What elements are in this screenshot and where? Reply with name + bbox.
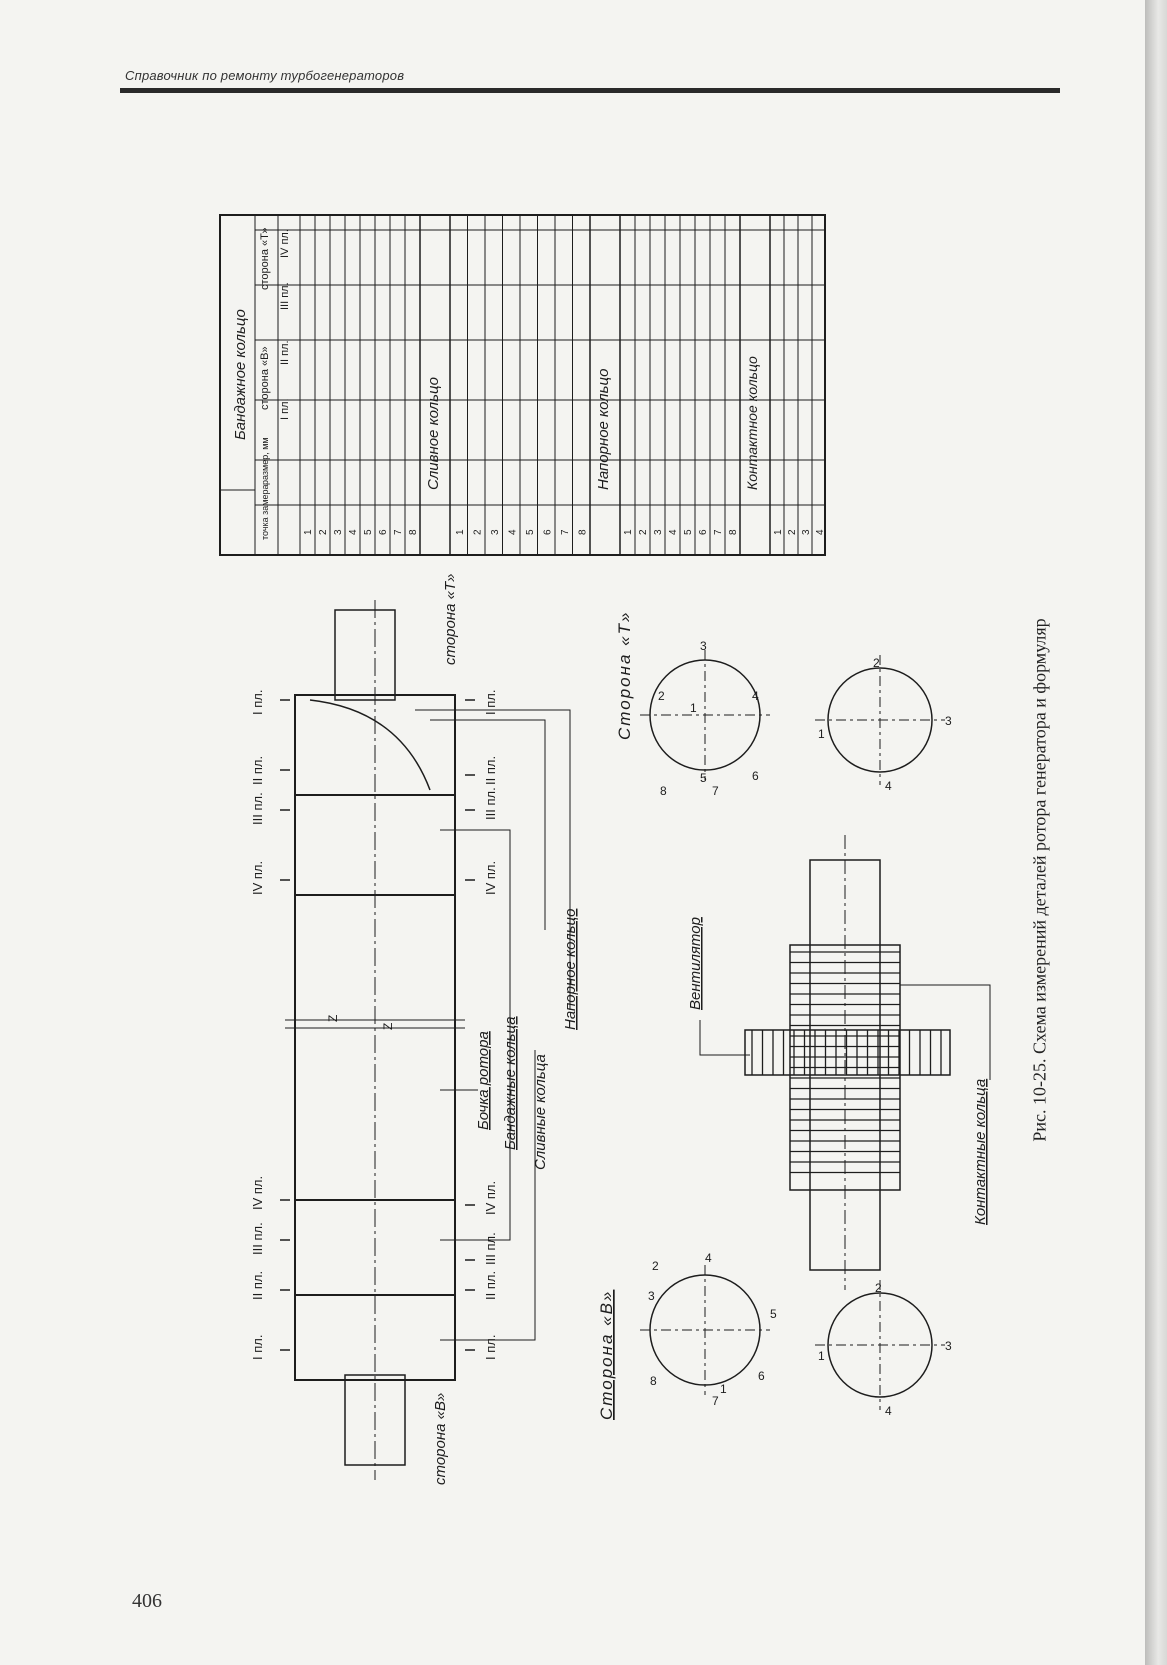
form-col-size: размер, мм [260,437,270,485]
side-t-title: Сторона «Т» [615,610,634,740]
plane-top-8: I пл. [250,689,265,715]
form-row-number-drain: 4 [507,529,519,535]
t1-pt-1: 1 [690,701,697,715]
plane-bottom-5: IV пл. [483,860,498,895]
side-b-title: Сторона «В» [597,1289,616,1420]
b2-pt-2: 2 [875,1281,882,1295]
t1-pt-8: 8 [660,784,667,798]
b1-pt-1: 1 [720,1382,727,1396]
running-head: Справочник по ремонту турбогенераторов [125,68,405,83]
form-row-number-banding: 3 [333,529,344,535]
form-section-pressure: Напорное кольцо [595,368,612,490]
t1-pt-3: 3 [700,639,707,653]
side-b-views [597,1251,952,1420]
plane-top-7: II пл. [250,755,265,785]
side-b-label: сторона «В» [432,1392,449,1485]
t2-pt-4: 4 [885,779,892,793]
b1-pt-6: 6 [758,1369,765,1383]
t1-pt-5: 5 [700,771,707,785]
t1-pt-2: 2 [658,689,665,703]
plane-bottom-7: II пл. [483,755,498,785]
form-row-number-pressure: 4 [668,529,679,535]
form-row-number-drain: 8 [577,529,589,535]
form-row-number-pressure: 2 [638,529,649,535]
form-row-number-drain: 6 [542,529,554,535]
plane-bottom-2: II пл. [483,1270,498,1300]
form-group-t: сторона «Т» [259,227,271,290]
plane-top-3: III пл. [250,1222,265,1255]
side-t-views [615,611,952,798]
cutaway-curve [310,700,430,790]
form-section-drain: Сливное кольцо [425,377,442,490]
form-row-number-contact: 4 [815,529,826,535]
shaft-end-t [335,610,395,700]
form-row-number-contact: 2 [787,529,798,535]
plane-top-5: IV пл. [250,860,265,895]
form-col-point: точка замера [260,484,270,540]
t2-pt-2: 2 [873,656,880,670]
plane-top-2: II пл. [250,1270,265,1300]
b2-pt-3: 3 [945,1339,952,1353]
form-section-banding: Бандажное кольцо [232,309,249,440]
plane-top-4: IV пл. [250,1175,265,1210]
form-row-number-contact: 3 [801,529,812,535]
form-row-number-contact: 1 [773,529,784,535]
form-row-number-drain: 1 [455,529,466,535]
plane-bottom-1: I пл. [483,1334,498,1360]
form-row-number-banding: 6 [378,529,389,535]
page-number: 406 [132,1590,162,1612]
t1-pt-7: 7 [712,784,719,798]
form-row-number-banding: 5 [363,529,374,535]
b2-pt-1: 1 [818,1349,825,1363]
exciter-drawing [687,835,990,1290]
callout-pressure-ring: Напорное кольцо [562,908,579,1030]
contact-rings-label-line1: Контактные кольца [972,1078,989,1225]
form-row-number-pressure: 1 [623,529,634,535]
measurement-form-table [220,215,826,555]
form-row-number-drain: 5 [525,529,536,535]
form-section-contact: Контактное кольцо [744,356,760,490]
b1-pt-7: 7 [712,1394,719,1408]
t1-pt-6: 6 [752,769,759,783]
form-plane-4: IV пл. [279,229,291,258]
form-row-number-drain: 2 [472,529,484,535]
form-plane-2: II пл. [279,340,291,365]
form-row-number-banding: 2 [318,529,329,535]
form-plane-3: III пл. [279,282,291,310]
form-row-number-banding: 4 [348,529,359,535]
form-row-number-pressure: 3 [653,529,664,535]
t2-pt-3: 3 [945,714,952,728]
break-mark-1: Z [326,1014,340,1022]
form-row-number-pressure: 8 [728,529,739,535]
callout-drain-rings: Сливные кольца [532,1054,549,1170]
form-plane-1: I пл. [279,398,291,420]
callout-barrel: Бочка ротора [475,1031,492,1130]
plane-bottom-3: III пл. [483,1232,498,1265]
fan-label: Вентилятор [687,917,704,1010]
plane-bottom-6: III пл. [483,787,498,820]
b1-pt-8: 8 [650,1374,657,1388]
form-row-number-pressure: 5 [683,529,694,535]
form-row-number-pressure: 6 [698,529,709,535]
b1-pt-4: 4 [705,1251,712,1265]
t1-pt-4: 4 [752,689,759,703]
callout-banding-rings: Бандажные кольца [502,1016,519,1150]
form-row-number-banding: 1 [303,529,314,535]
form-row-number-pressure: 7 [713,529,724,535]
plane-top-1: I пл. [250,1334,265,1360]
b1-pt-2: 2 [652,1259,659,1273]
side-t-label: сторона «Т» [442,573,459,665]
form-row-number-drain: 3 [490,529,501,535]
t2-pt-1: 1 [818,727,825,741]
break-mark-2: Z [381,1022,395,1030]
figure-caption: Рис. 10-25. Схема измерений деталей ротора генератора и формуляр [1029,618,1050,1142]
plane-bottom-8: I пл. [483,689,498,715]
form-row-number-banding: 7 [393,529,404,535]
form-row-number-drain: 7 [560,529,571,535]
b1-pt-5: 5 [770,1307,777,1321]
form-group-b: сторона «В» [259,346,271,410]
fan-block [745,1030,950,1075]
b1-pt-3: 3 [648,1289,655,1303]
rotor-drawing [250,574,579,1485]
plane-top-6: III пл. [250,792,265,825]
b2-pt-4: 4 [885,1404,892,1418]
form-row-number-banding: 8 [408,529,419,535]
plane-bottom-4: IV пл. [483,1180,498,1215]
